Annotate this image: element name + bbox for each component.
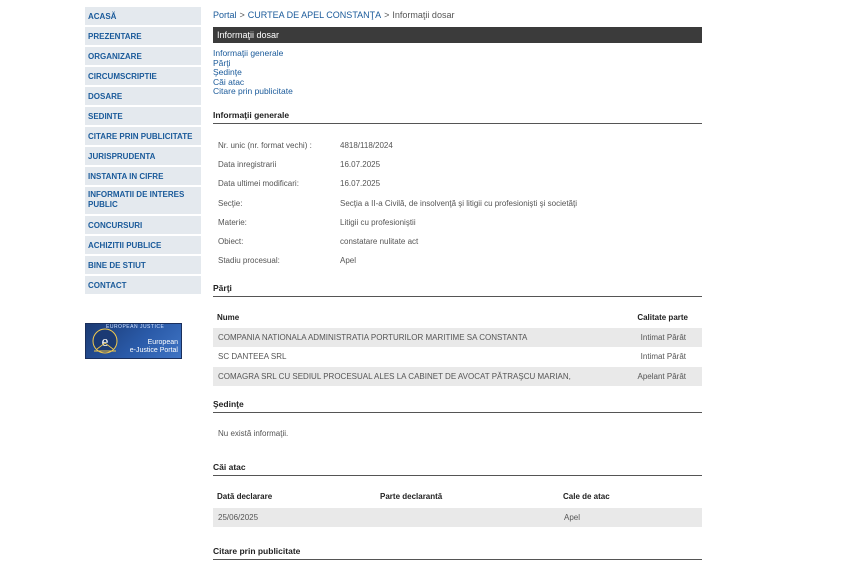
- sidebar-item-label: PREZENTARE: [88, 32, 142, 41]
- section-heading-parti: Părţi: [213, 283, 702, 297]
- party-name: COMPANIA NATIONALA ADMINISTRATIA PORTURILOR MARITIME SA CONSTANTA: [218, 333, 528, 342]
- info-value: Apel: [340, 256, 357, 265]
- breadcrumb: [213, 10, 454, 20]
- appeal-type: Apel: [564, 513, 581, 522]
- party-name: COMAGRA SRL CU SEDIUL PROCESUAL ALES LA CABINET DE AVOCAT PĂTRAŞCU MARIAN,: [218, 372, 571, 381]
- breadcrumb-separator: >: [239, 10, 245, 20]
- sidebar-item-achizitii[interactable]: [85, 236, 201, 256]
- sidebar-item-sedinte[interactable]: [85, 107, 201, 127]
- sidebar-item-label: JURISPRUDENTA: [88, 152, 156, 161]
- breadcrumb-current: Informaţii dosar: [392, 10, 455, 20]
- sidebar-item-label: ORGANIZARE: [88, 52, 142, 61]
- sidebar-item-organizare[interactable]: [85, 47, 201, 67]
- info-value: 16.07.2025: [340, 179, 381, 188]
- column-header-calitate: Calitate parte: [637, 313, 688, 322]
- sidebar-item-citare[interactable]: [85, 127, 201, 147]
- info-value: constatare nulitate act: [340, 237, 419, 246]
- info-label: Obiect:: [218, 237, 244, 246]
- sidebar-item-label: ACHIZITII PUBLICE: [88, 241, 162, 250]
- sidebar-item-concursuri[interactable]: [85, 216, 201, 236]
- sidebar-item-label: DOSARE: [88, 92, 123, 101]
- breadcrumb-court-link[interactable]: CURTEA DE APEL CONSTANŢA: [247, 10, 382, 20]
- section-heading-citare: Citare prin publicitate: [213, 546, 702, 560]
- breadcrumb-portal-link[interactable]: Portal: [213, 10, 237, 20]
- info-value: 16.07.2025: [340, 160, 381, 169]
- sidebar-item-label: CITARE PRIN PUBLICITATE: [88, 132, 193, 141]
- info-value: Secţia a II-a Civilă, de insolvenţă şi litigii cu profesionişti şi societăţi: [340, 199, 577, 208]
- party-role: Intimat Pârât: [640, 352, 686, 361]
- e-justice-banner[interactable]: [85, 323, 182, 359]
- sidebar-item-label: CIRCUMSCRIPTIE: [88, 72, 157, 81]
- column-header-nume: Nume: [217, 313, 240, 322]
- banner-line-1: European: [147, 339, 178, 346]
- sidebar-item-instanta-cifre[interactable]: [85, 167, 201, 187]
- info-label: Stadiu procesual:: [218, 256, 280, 265]
- column-header-data: Dată declarare: [217, 492, 273, 501]
- page-title: Informaţii dosar: [213, 27, 702, 43]
- party-role: Apelant Pârât: [637, 372, 686, 381]
- banner-text: [130, 339, 178, 355]
- info-label: Data inregistrarii: [218, 160, 277, 169]
- column-header-parte: Parte declarantă: [380, 492, 443, 501]
- sidebar-item-bine-de-stiut[interactable]: [85, 256, 201, 276]
- breadcrumb-separator: >: [384, 10, 390, 20]
- sidebar-item-label: CONCURSURI: [88, 221, 143, 230]
- sidebar-item-label: ACASĂ: [88, 12, 117, 21]
- sidebar-item-label: BINE DE STIUT: [88, 261, 146, 270]
- table-row: [213, 508, 702, 527]
- sidebar-item-circumscriptie[interactable]: [85, 67, 201, 87]
- party-name: SC DANTEEA SRL: [218, 352, 287, 361]
- anchor-informatii-generale[interactable]: Informaţii generale: [213, 48, 284, 58]
- info-label: Data ultimei modificari:: [218, 179, 299, 188]
- info-label: Secţie:: [218, 199, 243, 208]
- info-label: Materie:: [218, 218, 247, 227]
- sidebar-item-label: INFORMATII DE INTERES PUBLIC: [88, 190, 185, 209]
- banner-line-2: e-Justice Portal: [129, 347, 178, 354]
- anchor-citare[interactable]: Citare prin publicitate: [213, 86, 293, 97]
- table-row: [213, 347, 702, 366]
- section-anchor-list: [213, 49, 293, 97]
- sidebar-item-prezentare[interactable]: [85, 27, 201, 47]
- anchor-sedinte[interactable]: Şedinţe: [213, 67, 242, 78]
- appeal-date: 25/06/2025: [218, 513, 259, 522]
- section-heading-cai-atac: Căi atac: [213, 462, 702, 476]
- svg-text:e: e: [101, 334, 109, 350]
- section-heading-sedinte: Şedinţe: [213, 399, 702, 413]
- sidebar-item-acasa[interactable]: [85, 7, 201, 27]
- sidebar-nav: [85, 7, 201, 354]
- sidebar-item-jurisprudenta[interactable]: [85, 147, 201, 167]
- info-value: Litigii cu profesioniştii: [340, 218, 416, 227]
- e-justice-logo-icon: [91, 327, 119, 355]
- sidebar-item-label: CONTACT: [88, 281, 127, 290]
- party-role: Intimat Pârât: [640, 333, 686, 342]
- table-row: [213, 367, 702, 386]
- sidebar-item-label: SEDINTE: [88, 112, 123, 121]
- column-header-cale: Cale de atac: [563, 492, 610, 501]
- anchor-cai-atac[interactable]: Căi atac: [213, 76, 245, 87]
- sidebar-item-dosare[interactable]: [85, 87, 201, 107]
- info-value: 4818/118/2024: [340, 141, 393, 150]
- banner-top-text: EUROPEAN JUSTICE: [106, 324, 165, 330]
- sidebar-item-informatii-publice[interactable]: [85, 187, 201, 216]
- section-heading-general: Informaţii generale: [213, 110, 702, 124]
- sedinte-empty-message: Nu există informaţii.: [218, 429, 289, 438]
- info-label: Nr. unic (nr. format vechi) :: [218, 141, 312, 150]
- sidebar-item-label: INSTANTA IN CIFRE: [88, 172, 164, 181]
- anchor-parti[interactable]: Părţi: [213, 57, 231, 68]
- sidebar-item-contact[interactable]: [85, 276, 201, 296]
- table-row: [213, 328, 702, 347]
